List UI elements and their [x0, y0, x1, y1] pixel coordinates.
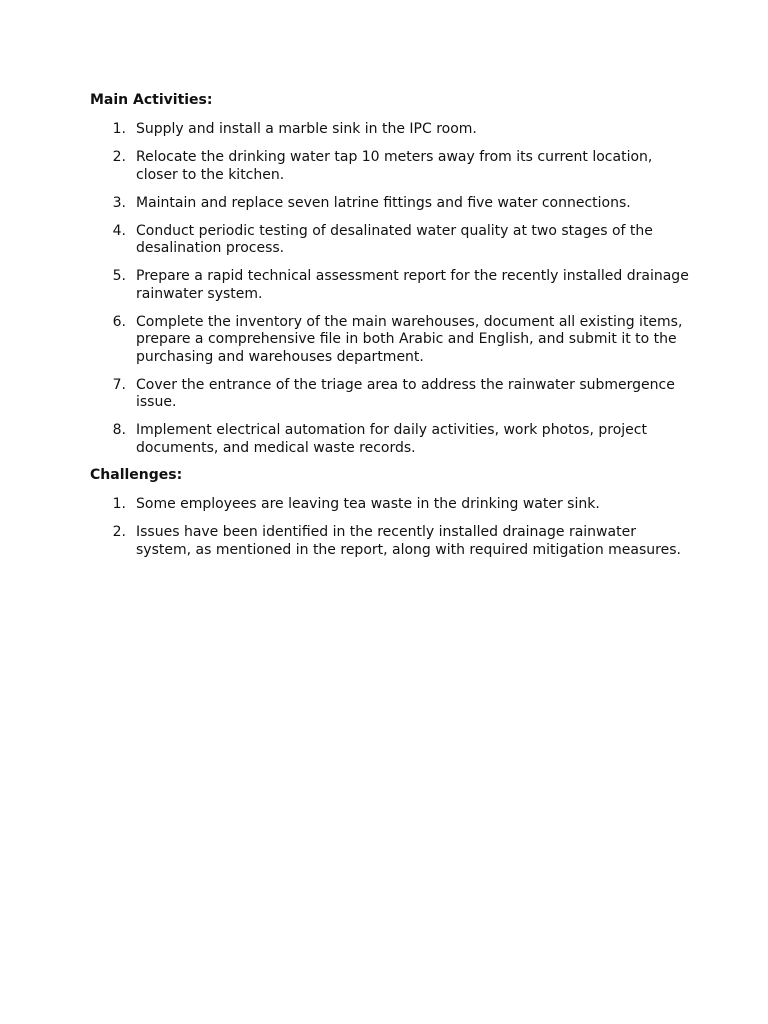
- activity-number: 3.: [112, 194, 126, 211]
- activity-item-6: [90, 314, 690, 367]
- activity-item-4: [90, 223, 690, 258]
- activity-number: 8.: [112, 422, 126, 438]
- activity-text: Complete the inventory of the main warehouses, document all existing items, prepare a comprehensive file in both Arabic and English, and submit it to the purchasing and warehouses department.: [136, 313, 683, 365]
- challenge-text: Issues have been identified in the recently installed drainage rainwater system, as mentioned in the report, along with required mitigation measures.: [136, 524, 681, 558]
- activity-number: 7.: [112, 376, 126, 393]
- activity-number: 2.: [112, 149, 126, 165]
- challenges-heading: Challenges:: [90, 467, 183, 483]
- main-activities-list: [90, 121, 690, 457]
- activity-number: 1.: [112, 121, 126, 137]
- activity-item-1: [90, 121, 690, 139]
- challenge-text: Some employees are leaving tea waste in the drinking water sink.: [136, 496, 600, 512]
- main-activities-heading: Main Activities:: [90, 92, 213, 108]
- activity-item-7: [90, 377, 690, 412]
- activity-text: Prepare a rapid technical assessment report for the recently installed drainage rainwater system.: [136, 268, 689, 302]
- challenges-list: [90, 496, 690, 559]
- activity-number: 4.: [112, 222, 126, 239]
- activity-item-8: [90, 422, 690, 457]
- activity-item-2: [90, 149, 690, 184]
- challenge-number: 2.: [112, 524, 126, 540]
- activity-number: 6.: [112, 313, 126, 330]
- activity-number: 5.: [112, 268, 126, 284]
- challenge-number: 1.: [112, 496, 126, 512]
- activity-text: Conduct periodic testing of desalinated water quality at two stages of the desalination process.: [136, 222, 653, 256]
- activity-text: Supply and install a marble sink in the IPC room.: [136, 121, 477, 137]
- activity-text: Cover the entrance of the triage area to address the rainwater submergence issue.: [136, 376, 675, 410]
- activity-text: Implement electrical automation for daily activities, work photos, project documents, and medical waste records.: [136, 422, 647, 456]
- activity-item-5: [90, 268, 690, 303]
- activity-item-3: [90, 195, 690, 213]
- activity-text: Relocate the drinking water tap 10 meters away from its current location, closer to the kitchen.: [136, 149, 653, 183]
- challenge-item-2: [90, 524, 690, 559]
- document-page: [90, 92, 690, 570]
- activity-text: Maintain and replace seven latrine fittings and five water connections.: [136, 194, 631, 211]
- challenge-item-1: [90, 496, 690, 514]
